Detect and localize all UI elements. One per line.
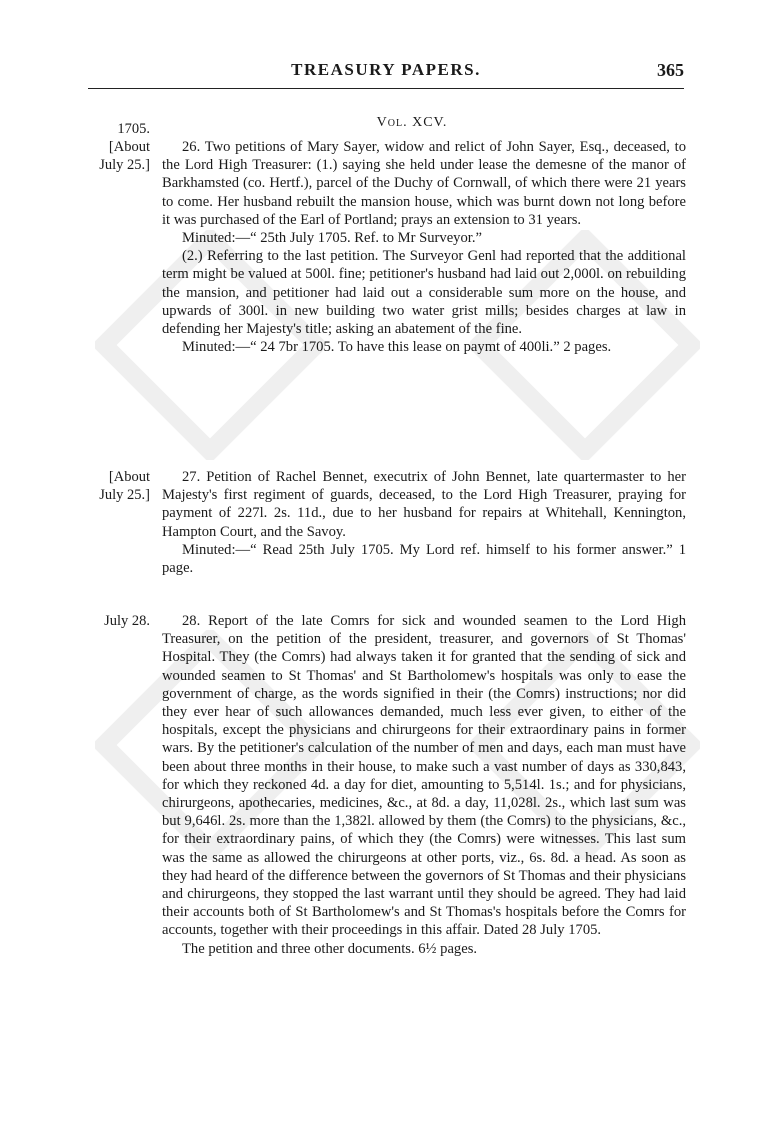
minute-paragraph: Minuted:—“ Read 25th July 1705. My Lord ref. himself to his former answer.” 1 page. [162, 541, 686, 577]
margin-line: [About [108, 139, 150, 156]
entry-paragraph: 28. Report of the late Comrs for sick and wounded seamen to the Lord High Treasurer, on the petition of the president, treasurer, and governors of St Thomas' Hospital. They (the Comrs) had always taken it for granted that the sending of sick and wounded seamen to St Thomas' and St Bartholomew's hospitals was only to ease the government of charge, as the words signified in their (the Comrs) instructions; nor did they ever hear of such allowances demanded, much less ever given, to either of the hospitals, except the physicians and chirurgeons for their extraordinary pains in former wars. By the petitioner's calculation of the number of men and days, each man must have been about three months in their house, to make such a vast number of days as 330,843, for which they reckoned 4d. a day for diet, amounting to 5,514l. 1s.; and for physicians, chirurgeons, apothecaries, medicines, &c., at 8d. a day, 11,028l. 2s., which last sum was but 9,646l. 2s. more than the 1,382l. allowed by them (the Comrs) to the physicians, &c., for their extraordinary pains, of which they (the Comrs) were witnesses. This last sum was the same as allowed the chirurgeons at other ports, viz., 6s. 8d. a head. As soon as they had heard of the difference between the governors of St Thomas and their physicians and chirurgeons, they stopped the last warrant until they should be agreed. They had laid their accounts both of St Bartholomew's and St Thomas's hospitals before the Comrs for accounts, together with their proceedings in this affair. Dated 28 July 1705. [162, 613, 686, 939]
margin-line: July 25.] [99, 157, 150, 174]
entry-paragraph: 27. Petition of Rachel Bennet, executrix of John Bennet, late quartermaster to her Majesty's first regiment of guards, deceased, to the Lord High Treasurer, praying for payment of 227l. 2s. 11d., due to her husband for repairs at Whitehall, Kennington, Hampton Court, and the Savoy. [162, 469, 686, 540]
entry-28-margin-note [80, 612, 150, 630]
minute-paragraph: Minuted:—“ 25th July 1705. Ref. to Mr Surveyor.” [182, 230, 482, 247]
margin-line: [About [108, 469, 150, 485]
entry-27-margin-note [80, 468, 150, 504]
entry-26-margin-note [80, 120, 150, 175]
entry-paragraph: The petition and three other documents. 6½ pages. [182, 940, 478, 957]
entry-paragraph: (2.) Referring to the last petition. The Surveyor Genl had reported that the additional term might be valued at 500l. fine; petitioner's husband had laid out 2,000l. on rebuilding the mansion, and petitioner had laid out a considerable sum more on the house, and upwards of 300l. in new building two water grist mills; besides charges at law in defending her Majesty's title; asking an abatement of the fine. [162, 248, 686, 338]
running-header [88, 60, 684, 89]
margin-line: July 25.] [99, 487, 150, 504]
entry-26 [162, 138, 686, 356]
entry-27 [162, 468, 686, 577]
volume-heading: Vol. XCV. [376, 115, 448, 130]
entry-28 [162, 612, 686, 958]
minute-paragraph: Minuted:—“ 24 7br 1705. To have this lease on paymt of 400li.” 2 pages. [182, 339, 612, 356]
running-title: TREASURY PAPERS. [291, 60, 481, 79]
page-number: 365 [657, 60, 684, 80]
entry-paragraph: 26. Two petitions of Mary Sayer, widow and relict of John Sayer, Esq., deceased, to the Lord High Treasurer: (1.) saying she held under lease the demesne of the manor of Barkhamsted (co. Hertf.), parcel of the Duchy of Cornwall, of which there were 21 years to come. Her husband rebuilt the mansion house, which was burnt down not long before it was purchased of the Earl of Portland; prays an extension to 31 years. [162, 139, 686, 228]
margin-year: 1705. [117, 121, 150, 137]
margin-date: July 28. [104, 613, 150, 629]
